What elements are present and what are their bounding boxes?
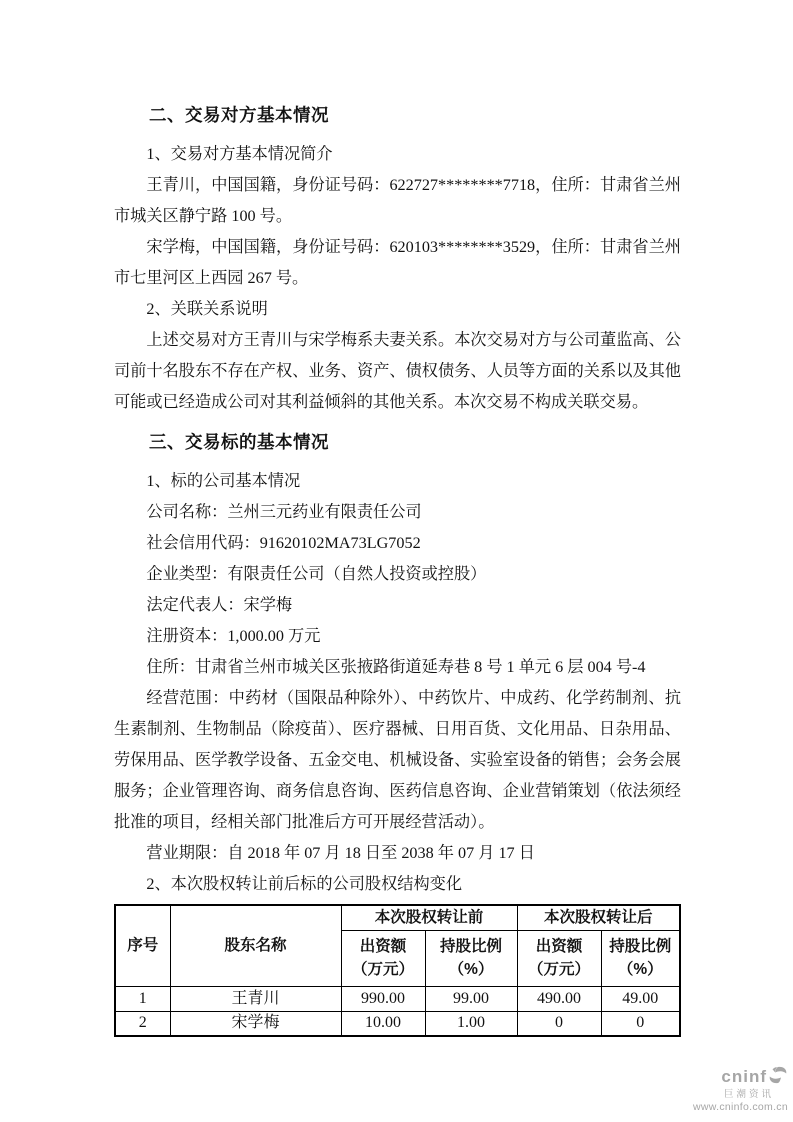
table-header-pre-percent: 持股比例 （%） [425, 930, 517, 986]
cell-pre-amount: 10.00 [341, 1011, 425, 1036]
business-term-line [114, 838, 681, 869]
field-value: 91620102MA73LG7052 [259, 534, 421, 552]
cninfo-brand-text: cninf [721, 1067, 767, 1087]
equity-structure-table [114, 904, 681, 1037]
cell-index: 2 [115, 1011, 170, 1036]
section-2-heading: 二、交易对方基本情况 [149, 105, 329, 125]
field-value: 1,000.00 万元 [227, 627, 321, 645]
field-label: 住所： [146, 658, 195, 676]
table-header-pre-amount: 出资额 （万元） [341, 930, 425, 986]
paragraph-counterparty-wang: 王青川，中国国籍，身份证号码：622727********7718，住所：甘肃省兰州市城关区静宁路 100 号。 [114, 176, 681, 225]
cninfo-swirl-icon [768, 1066, 788, 1089]
cell-pre-amount: 990.00 [341, 986, 425, 1011]
cell-post-percent: 49.00 [601, 986, 680, 1011]
table-row [115, 1011, 680, 1036]
credit-code-line [114, 528, 681, 559]
paragraph-relationship-statement: 上述交易对方王青川与宋学梅系夫妻关系。本次交易对方与公司董监高、公司前十名股东不存在产权、业务、资产、债权债务、人员等方面的关系以及其他可能或已经造成公司对其利益倾斜的其他关系。本次交易不构成关联交易。 [114, 331, 681, 411]
table-header-shareholder: 股东名称 [170, 905, 341, 986]
section-2-subheading-1: 1、交易对方基本情况简介 [146, 145, 333, 163]
field-label: 社会信用代码： [146, 534, 260, 552]
cell-pre-percent: 1.00 [425, 1011, 517, 1036]
field-value: 有限责任公司（自然人投资或控股） [227, 565, 487, 583]
document-page [114, 100, 681, 1037]
company-address-line [114, 652, 681, 683]
cninfo-brand-row [693, 1066, 788, 1089]
field-value: 宋学梅 [243, 596, 293, 614]
section-2-subheading-2: 2、关联关系说明 [146, 300, 268, 318]
cninfo-logo [693, 1066, 788, 1114]
cninfo-chinese-name: 巨潮资讯 [723, 1089, 774, 1101]
field-value: 中药材（国限品种除外）、中药饮片、中成药、化学药制剂、抗生素制剂、生物制品（除疫苗）、医疗器械、日用百货、文化用品、日杂用品、劳保用品、医学教学设备、五金交电、机械设备、实验室设备的销售；会务会展服务；企业管理咨询、商务信息咨询、医药信息咨询、企业营销策划（依法须经批准的项目，经相关部门批准后方可开展经营活动）。 [114, 689, 682, 831]
table-header-index: 序号 [115, 905, 170, 986]
section-3-heading: 三、交易标的基本情况 [149, 432, 329, 452]
field-value: 甘肃省兰州市城关区张掖路街道延寿巷 8 号 1 单元 6 层 004 号-4 [194, 658, 646, 676]
field-label: 营业期限： [146, 844, 228, 862]
section-3-subheading-1: 1、标的公司基本情况 [146, 472, 301, 490]
paragraph-counterparty-song: 宋学梅，中国国籍，身份证号码：620103********3529，住所：甘肃省兰州市七里河区上西园 267 号。 [114, 238, 681, 287]
company-name-line [114, 497, 681, 528]
cninfo-url: www.cninfo.com.cn [693, 1101, 788, 1114]
section-3-subheading-2: 2、本次股权转让前后标的公司股权结构变化 [146, 875, 463, 893]
field-label: 法定代表人： [146, 596, 244, 614]
cell-post-amount: 490.00 [517, 986, 601, 1011]
field-value: 自 2018 年 07 月 18 日至 2038 年 07 月 17 日 [227, 844, 535, 862]
business-scope-paragraph [114, 683, 681, 838]
cell-shareholder: 王青川 [170, 986, 341, 1011]
cell-pre-percent: 99.00 [425, 986, 517, 1011]
field-value: 兰州三元药业有限责任公司 [227, 503, 422, 521]
table-row [115, 986, 680, 1011]
table-header-post-amount: 出资额 （万元） [517, 930, 601, 986]
table-header-after-transfer: 本次股权转让后 [517, 905, 680, 930]
cell-post-percent: 0 [601, 1011, 680, 1036]
legal-representative-line [114, 590, 681, 621]
cell-shareholder: 宋学梅 [170, 1011, 341, 1036]
table-header-before-transfer: 本次股权转让前 [341, 905, 517, 930]
field-label: 经营范围： [146, 689, 229, 707]
cell-index: 1 [115, 986, 170, 1011]
field-label: 注册资本： [146, 627, 228, 645]
registered-capital-line [114, 621, 681, 652]
field-label: 企业类型： [146, 565, 228, 583]
company-type-line [114, 559, 681, 590]
table-header-post-percent: 持股比例 （%） [601, 930, 680, 986]
cell-post-amount: 0 [517, 1011, 601, 1036]
field-label: 公司名称： [146, 503, 228, 521]
